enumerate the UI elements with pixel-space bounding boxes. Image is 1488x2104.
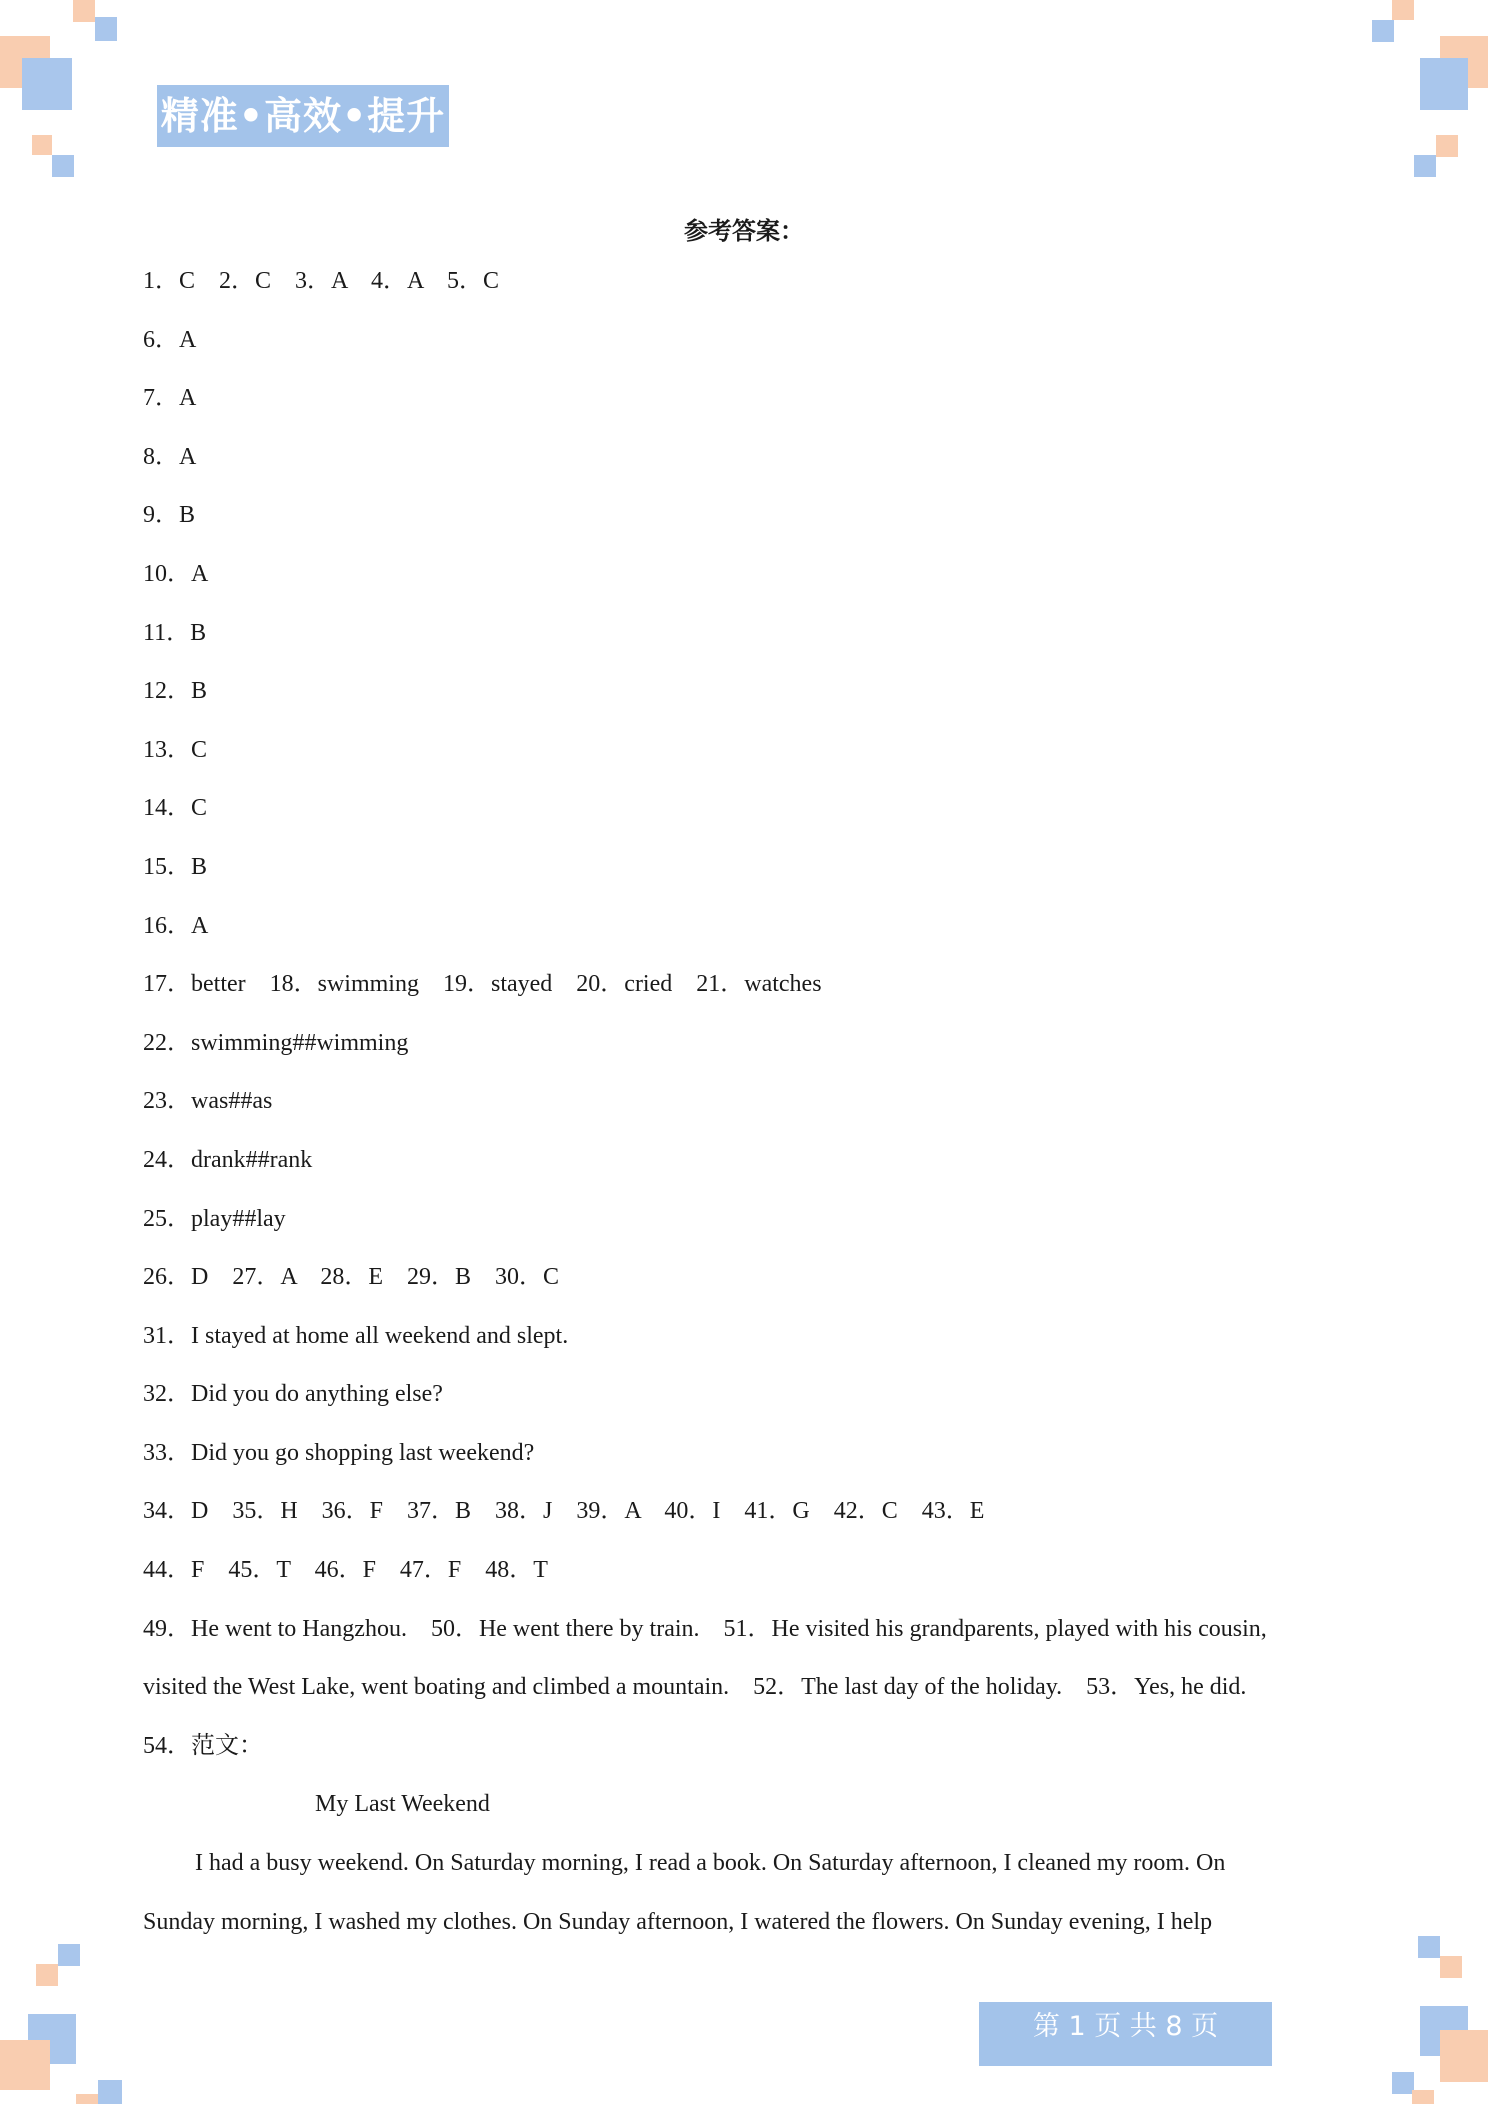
answer-line: 17．better 18．swimming 19．stayed 20．cried 21．watches — [143, 971, 822, 998]
answer-line: 34．D 35．H 36．F 37．B 38．J 39．A 40．I 41．G 42．C 43．E — [143, 1498, 985, 1525]
answer-line: 11．B — [143, 619, 207, 646]
answer-line: 33．Did you go shopping last weekend? — [143, 1439, 535, 1466]
answer-line: 13．C — [143, 736, 208, 763]
page-indicator: 第 1 页 共 8 页 — [979, 2002, 1272, 2066]
answer-list — [143, 264, 1358, 1963]
answer-line: 44．F 45．T 46．F 47．F 48．T — [143, 1557, 548, 1584]
answer-line: 32．Did you do anything else? — [143, 1381, 443, 1408]
answer-line: 15．B — [143, 853, 208, 880]
answer-line: 23．was##as — [143, 1088, 273, 1115]
answer-line: 24．drank##rank — [143, 1146, 313, 1173]
essay-paragraph-line: Sunday morning, I washed my clothes. On Sunday afternoon, I watered the flowers. On Sunday evening, I help — [143, 1908, 1213, 1935]
essay-title: My Last Weekend — [315, 1791, 490, 1818]
answer-line: 8．A — [143, 443, 197, 470]
essay-paragraph-line: I had a busy weekend. On Saturday morning, I read a book. On Saturday afternoon, I cleaned my room. On — [195, 1850, 1226, 1877]
answer-line: 25．play##lay — [143, 1205, 286, 1232]
answer-line: 22．swimming##wimming — [143, 1029, 409, 1056]
page-title: 参考答案： — [684, 216, 804, 245]
answer-line: 14．C — [143, 795, 208, 822]
answer-line: 26．D 27．A 28．E 29．B 30．C — [143, 1264, 560, 1291]
answer-line: visited the West Lake, went boating and climbed a mountain. 52．The last day of the holiday. 53．Yes, he did. — [143, 1674, 1247, 1701]
answer-line: 31．I stayed at home all weekend and slept. — [143, 1322, 569, 1349]
answer-line: 6．A — [143, 326, 197, 353]
answer-line: 7．A — [143, 385, 197, 412]
answer-line: 1．C 2．C 3．A 4．A 5．C — [143, 268, 500, 294]
brand-badge: 精准•高效•提升 — [157, 85, 449, 147]
answer-line: 54．范文： — [143, 1732, 263, 1759]
answer-line: 16．A — [143, 912, 209, 939]
answer-line: 9．B — [143, 502, 196, 529]
answer-line: 49．He went to Hangzhou. 50．He went there by train. 51．He visited his grandparents, played with his cousin, — [143, 1615, 1267, 1642]
answer-line: 10．A — [143, 560, 209, 587]
answer-line: 12．B — [143, 678, 208, 705]
